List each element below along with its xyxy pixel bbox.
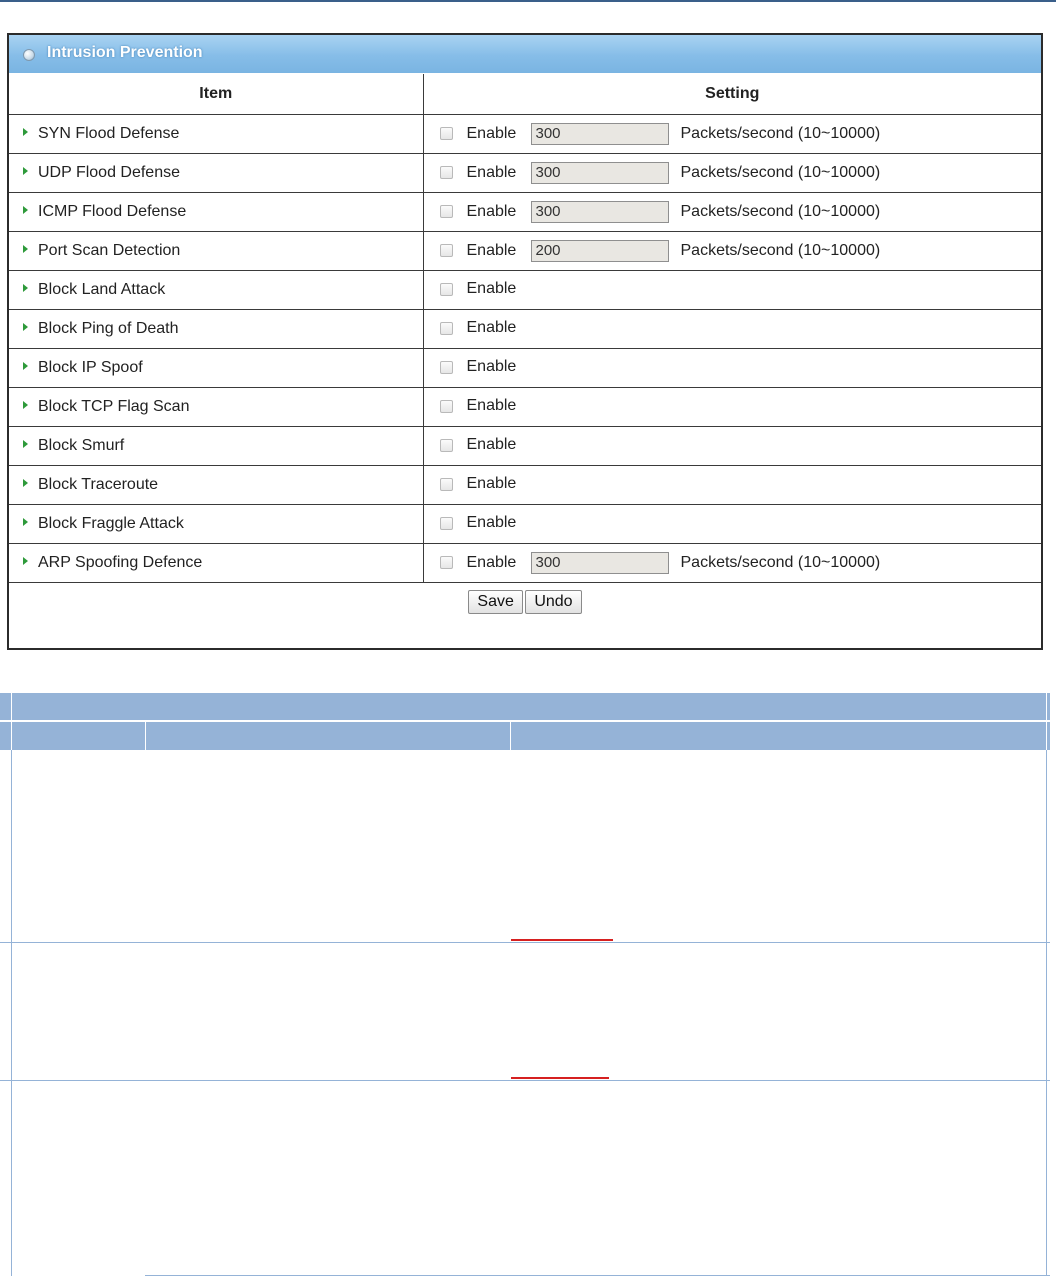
enable-checkbox[interactable] [440, 400, 453, 413]
enable-label: Enable [466, 397, 517, 415]
packets-per-second-input[interactable]: 300 [531, 162, 669, 184]
bullet-arrow-icon [23, 401, 28, 409]
item-label: SYN Flood Defense [38, 124, 180, 142]
enable-label: Enable [466, 280, 517, 298]
enable-checkbox[interactable] [440, 244, 453, 257]
packets-per-second-input[interactable]: 300 [531, 123, 669, 145]
bullet-arrow-icon [23, 362, 28, 370]
enable-label: Enable [466, 514, 517, 532]
item-label: Block Smurf [38, 436, 125, 454]
item-label: Block Traceroute [38, 475, 159, 493]
enable-checkbox[interactable] [440, 517, 453, 530]
page-top-rule [0, 0, 1056, 2]
button-row [9, 582, 1041, 621]
table-row [9, 192, 1041, 231]
enable-checkbox[interactable] [440, 322, 453, 335]
table-row [9, 426, 1041, 465]
description-table [0, 693, 1050, 1276]
packets-per-second-input[interactable]: 200 [531, 240, 669, 262]
table-row [9, 153, 1041, 192]
enable-label: Enable [466, 553, 517, 571]
bullet-arrow-icon [23, 167, 28, 175]
column-header-item: Item [9, 74, 423, 114]
panel-header [9, 35, 1041, 74]
enable-checkbox[interactable] [440, 205, 453, 218]
bullet-arrow-icon [23, 479, 28, 487]
enable-checkbox[interactable] [440, 127, 453, 140]
unit-label: Packets/second (10~10000) [680, 124, 881, 142]
item-label: Port Scan Detection [38, 241, 181, 259]
enable-checkbox[interactable] [440, 556, 453, 569]
save-button[interactable]: Save [468, 590, 522, 614]
table-row [9, 543, 1041, 582]
table-header-row [9, 74, 1041, 114]
enable-checkbox[interactable] [440, 478, 453, 491]
enable-label: Enable [466, 202, 517, 220]
table-row [9, 504, 1041, 543]
red-underline [511, 1077, 609, 1079]
bullet-arrow-icon [23, 518, 28, 526]
panel-title: Intrusion Prevention [47, 44, 203, 61]
enable-label: Enable [466, 358, 517, 376]
panel-bullet-icon [23, 49, 35, 61]
table-row [9, 231, 1041, 270]
bullet-arrow-icon [23, 128, 28, 136]
enable-label: Enable [466, 475, 517, 493]
item-label: Block Ping of Death [38, 319, 179, 337]
description-row-divider [0, 1080, 1050, 1081]
settings-table [9, 74, 1041, 621]
item-label: UDP Flood Defense [38, 163, 180, 181]
bullet-arrow-icon [23, 440, 28, 448]
table-row [9, 114, 1041, 153]
table-row [9, 465, 1041, 504]
unit-label: Packets/second (10~10000) [680, 163, 881, 181]
table-row [9, 348, 1041, 387]
column-header-setting: Setting [423, 74, 1041, 114]
enable-checkbox[interactable] [440, 439, 453, 452]
bullet-arrow-icon [23, 284, 28, 292]
item-label: Block IP Spoof [38, 358, 143, 376]
enable-label: Enable [466, 163, 517, 181]
table-row [9, 387, 1041, 426]
item-label: ARP Spoofing Defence [38, 553, 203, 571]
bullet-arrow-icon [23, 323, 28, 331]
description-row-divider [0, 942, 1050, 943]
unit-label: Packets/second (10~10000) [680, 553, 881, 571]
item-label: Block Land Attack [38, 280, 166, 298]
red-underline [511, 939, 613, 941]
intrusion-prevention-panel [7, 33, 1043, 650]
bullet-arrow-icon [23, 245, 28, 253]
bullet-arrow-icon [23, 206, 28, 214]
enable-checkbox[interactable] [440, 361, 453, 374]
table-row [9, 309, 1041, 348]
description-table-header [0, 693, 1050, 750]
enable-label: Enable [466, 436, 517, 454]
enable-label: Enable [466, 124, 517, 142]
item-label: Block Fraggle Attack [38, 514, 184, 532]
unit-label: Packets/second (10~10000) [680, 241, 881, 259]
item-label: ICMP Flood Defense [38, 202, 187, 220]
packets-per-second-input[interactable]: 300 [531, 552, 669, 574]
enable-label: Enable [466, 319, 517, 337]
enable-checkbox[interactable] [440, 166, 453, 179]
bullet-arrow-icon [23, 557, 28, 565]
enable-checkbox[interactable] [440, 283, 453, 296]
table-row [9, 270, 1041, 309]
unit-label: Packets/second (10~10000) [680, 202, 881, 220]
item-label: Block TCP Flag Scan [38, 397, 190, 415]
enable-label: Enable [466, 241, 517, 259]
undo-button[interactable]: Undo [525, 590, 581, 614]
packets-per-second-input[interactable]: 300 [531, 201, 669, 223]
